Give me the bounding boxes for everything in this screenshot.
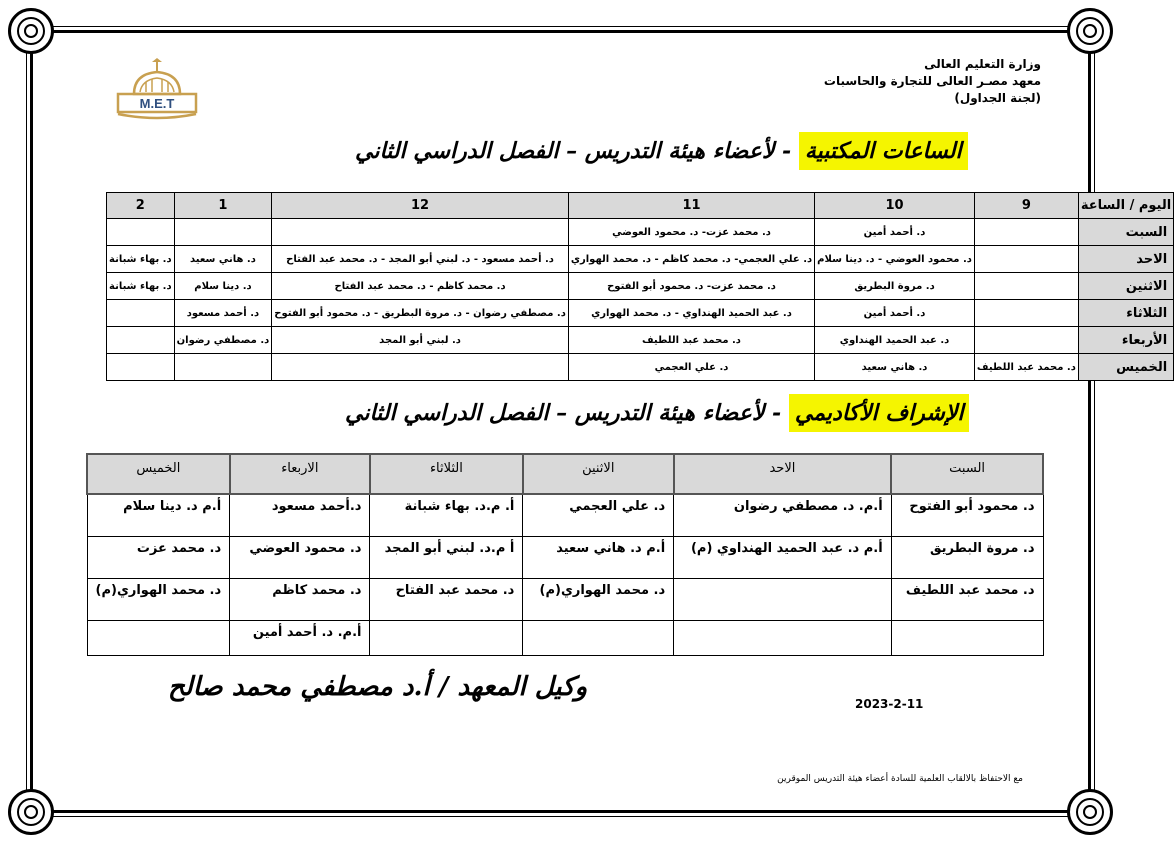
- day-cell: الاحد: [1078, 246, 1173, 273]
- office-hours-title-rest: - لأعضاء هيئة التدريس – الفصل الدراسي الثاني: [355, 138, 799, 164]
- table-cell: د. بهاء شبانة: [107, 246, 175, 273]
- document-date: 2023-2-11: [855, 697, 924, 711]
- footnote: مع الاحتفاظ بالالقاب العلمية للسادة أعضاء هيئة التدريس الموقرين: [777, 774, 1023, 784]
- table-cell: د. مروة البطريق: [815, 273, 975, 300]
- supervision-title: [345, 400, 969, 426]
- table-row: [107, 219, 1174, 246]
- table-cell: د. علي العجمي- د. محمد كاظم - د. محمد الهواري: [568, 246, 814, 273]
- col-saturday: السبت: [891, 454, 1043, 494]
- table-cell: د. محمود العوضي - د. دينا سلام: [815, 246, 975, 273]
- table-cell: د. علي العجمي: [568, 354, 814, 381]
- ministry-name: وزارة التعليم العالى: [924, 57, 1041, 71]
- table-row: [107, 273, 1174, 300]
- day-cell: الأربعاء: [1078, 327, 1173, 354]
- office-hours-header-row: [107, 193, 1174, 219]
- table-cell: د. لبني أبو المجد: [272, 327, 569, 354]
- table-row: [87, 620, 1043, 655]
- table-cell: [974, 300, 1078, 327]
- table-cell: [107, 219, 175, 246]
- col-wednesday: الاربعاء: [230, 454, 370, 494]
- table-cell: د. محمد عزت: [87, 536, 230, 578]
- table-cell: د. دينا سلام: [174, 273, 272, 300]
- table-row: [107, 246, 1174, 273]
- table-cell: د. علي العجمي: [523, 494, 674, 536]
- table-cell: [107, 327, 175, 354]
- table-row: [87, 536, 1043, 578]
- day-cell: الخميس: [1078, 354, 1173, 381]
- table-cell: د. محمد الهواري(م): [87, 578, 230, 620]
- table-cell: [523, 620, 674, 655]
- col-hour-12: 12: [272, 193, 569, 219]
- office-hours-title-highlight: الساعات المكتبية: [799, 132, 968, 170]
- table-cell: د. محمد عبد اللطيف: [891, 578, 1043, 620]
- corner-ornament: [1067, 8, 1113, 54]
- corner-ornament: [8, 789, 54, 835]
- table-cell: د. مروة البطريق: [891, 536, 1043, 578]
- institute-name: معهد مصـر العالى للتجارة والحاسبات: [823, 74, 1041, 88]
- col-tuesday: الثلاثاء: [370, 454, 523, 494]
- table-cell: أ. م.د. بهاء شبانة: [370, 494, 523, 536]
- table-cell: [174, 219, 272, 246]
- met-logo: [112, 58, 202, 120]
- table-cell: د. أحمد مسعود: [174, 300, 272, 327]
- col-thursday: الخميس: [87, 454, 230, 494]
- signature: وكيل المعهد / أ.د مصطفي محمد صالح: [168, 672, 588, 702]
- table-cell: [974, 273, 1078, 300]
- table-cell: [272, 219, 569, 246]
- supervision-table: [86, 453, 1044, 656]
- logo-text: M.E.T: [139, 96, 175, 111]
- committee-name: (لجنة الجداول): [954, 91, 1041, 105]
- table-cell: [974, 219, 1078, 246]
- col-sunday: الاحد: [674, 454, 892, 494]
- table-cell: أ م.د. لبني أبو المجد: [370, 536, 523, 578]
- table-row: [87, 494, 1043, 536]
- table-cell: د.أحمد مسعود: [230, 494, 370, 536]
- table-cell: [974, 246, 1078, 273]
- table-cell: د. محمد عبد اللطيف: [974, 354, 1078, 381]
- corner-ornament: [1067, 789, 1113, 835]
- table-cell: أ.م د. عبد الحميد الهنداوي (م): [674, 536, 892, 578]
- col-day-hour: اليوم / الساعة: [1078, 193, 1173, 219]
- col-hour-10: 10: [815, 193, 975, 219]
- table-row: [107, 354, 1174, 381]
- table-cell: د. أحمد أمين: [815, 300, 975, 327]
- table-cell: د. بهاء شبانة: [107, 273, 175, 300]
- office-hours-title: [355, 138, 968, 164]
- table-cell: د. محمد عزت- د. محمود أبو الفتوح: [568, 273, 814, 300]
- table-cell: [674, 578, 892, 620]
- table-cell: د. هاني سعيد: [815, 354, 975, 381]
- supervision-header-row: [87, 454, 1043, 494]
- col-hour-2: 2: [107, 193, 175, 219]
- table-cell: [891, 620, 1043, 655]
- col-monday: الاثنين: [523, 454, 674, 494]
- table-cell: د. محمد كاظم - د. محمد عبد الفتاح: [272, 273, 569, 300]
- table-cell: د. محمد الهواري(م): [523, 578, 674, 620]
- table-cell: [370, 620, 523, 655]
- table-cell: د. محمد كاظم: [230, 578, 370, 620]
- corner-ornament: [8, 8, 54, 54]
- day-cell: السبت: [1078, 219, 1173, 246]
- table-row: [107, 300, 1174, 327]
- table-row: [107, 327, 1174, 354]
- table-row: [87, 578, 1043, 620]
- day-cell: الثلاثاء: [1078, 300, 1173, 327]
- table-cell: د. هاني سعيد: [174, 246, 272, 273]
- table-cell: د. مصطفي رضوان - د. مروة البطريق - د. محمود أبو الفتوح: [272, 300, 569, 327]
- col-hour-1: 1: [174, 193, 272, 219]
- supervision-title-rest: - لأعضاء هيئة التدريس – الفصل الدراسي الثاني: [345, 400, 789, 426]
- table-cell: د. محمود أبو الفتوح: [891, 494, 1043, 536]
- table-cell: د. محمد عزت- د. محمود العوضي: [568, 219, 814, 246]
- table-cell: أ.م. د. مصطفي رضوان: [674, 494, 892, 536]
- table-cell: د. محمود العوضي: [230, 536, 370, 578]
- table-cell: د. عبد الحميد الهنداوي - د. محمد الهواري: [568, 300, 814, 327]
- table-cell: [272, 354, 569, 381]
- table-cell: د. عبد الحميد الهنداوي: [815, 327, 975, 354]
- day-cell: الاثنين: [1078, 273, 1173, 300]
- table-cell: أ.م د. دينا سلام: [87, 494, 230, 536]
- col-hour-11: 11: [568, 193, 814, 219]
- table-cell: [974, 327, 1078, 354]
- supervision-title-highlight: الإشراف الأكاديمي: [789, 394, 970, 432]
- institution-header: [824, 56, 1041, 107]
- table-cell: أ.م. د. أحمد أمين: [230, 620, 370, 655]
- table-cell: د. محمد عبد الفتاح: [370, 578, 523, 620]
- table-cell: د. أحمد أمين: [815, 219, 975, 246]
- col-hour-9: 9: [974, 193, 1078, 219]
- table-cell: [107, 354, 175, 381]
- table-cell: د. مصطفي رضوان: [174, 327, 272, 354]
- table-cell: د. أحمد مسعود - د. لبني أبو المجد - د. محمد عبد الفتاح: [272, 246, 569, 273]
- table-cell: [107, 300, 175, 327]
- table-cell: [174, 354, 272, 381]
- office-hours-table: [106, 192, 1174, 381]
- table-cell: أ.م د. هاني سعيد: [523, 536, 674, 578]
- table-cell: [87, 620, 230, 655]
- table-cell: د. محمد عبد اللطيف: [568, 327, 814, 354]
- table-cell: [674, 620, 892, 655]
